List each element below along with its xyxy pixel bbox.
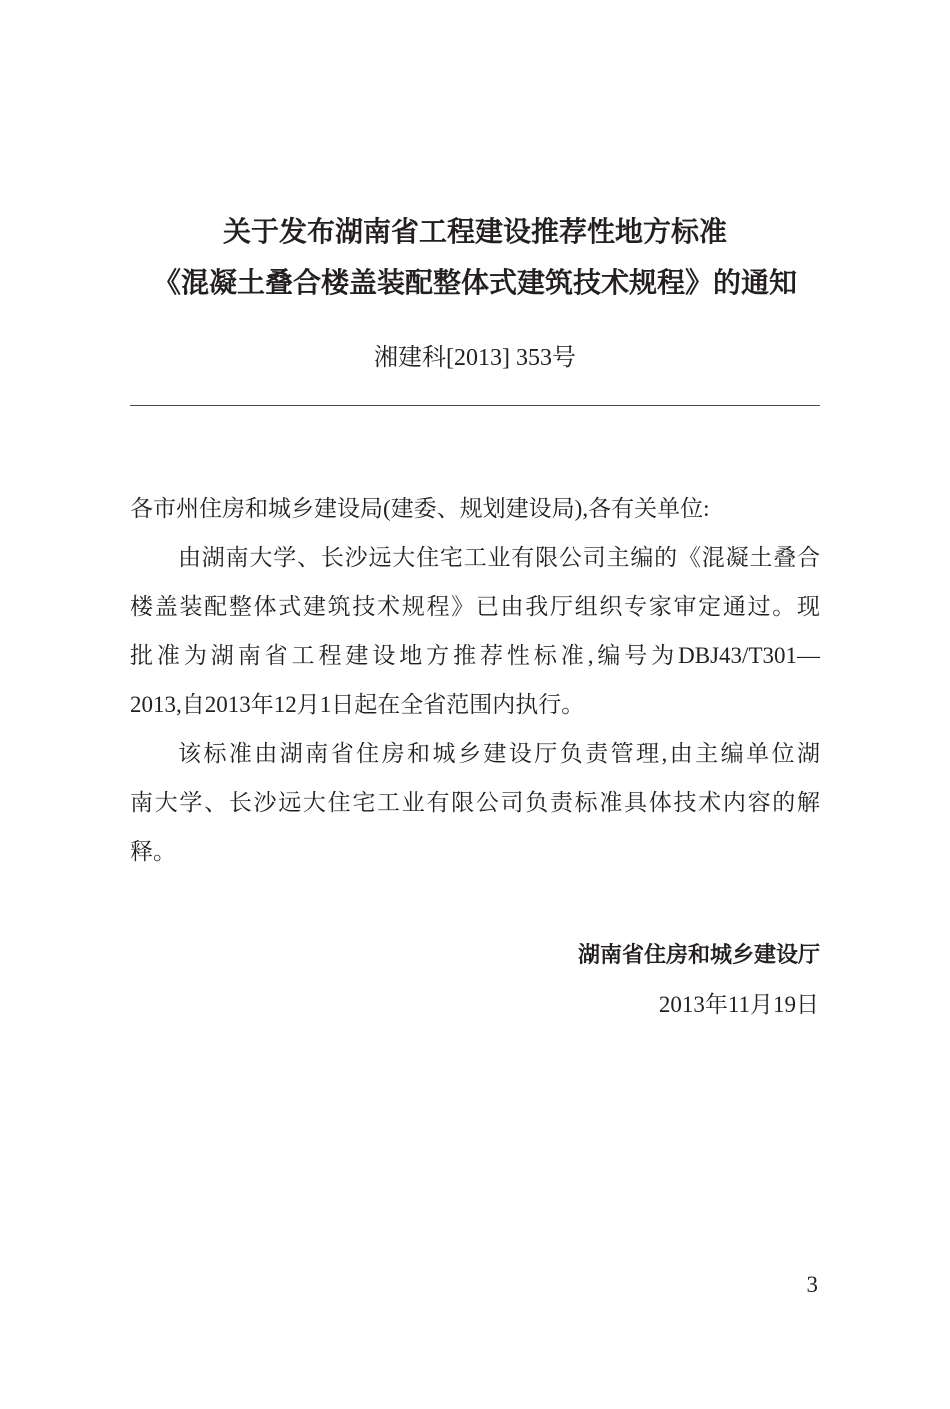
issue-date: 2013年11月19日 (658, 992, 819, 1017)
paragraph-management (130, 729, 820, 876)
paragraph-line: 由湖南大学、长沙远大住宅工业有限公司主编的《混凝土叠合 (178, 545, 820, 570)
notice-body (130, 484, 820, 876)
title-line-2: 《混凝土叠合楼盖装配整体式建筑技术规程》的通知 (152, 267, 797, 298)
document-number: 湘建科[2013] 353号 (374, 345, 576, 371)
paragraph-line: 南大学、长沙远大住宅工业有限公司负责标准具体技术内容的解 (130, 790, 820, 815)
page-number: 3 (806, 1272, 818, 1297)
paragraph-approval (130, 533, 820, 729)
paragraph-line: 楼盖装配整体式建筑技术规程》已由我厅组织专家审定通过。现 (130, 594, 820, 619)
paragraph-line: 2013,自2013年12月1日起在全省范围内执行。 (130, 692, 585, 717)
paragraph-line: 该标准由湖南省住房和城乡建设厅负责管理,由主编单位湖 (178, 741, 820, 766)
issuing-authority: 湖南省住房和城乡建设厅 (577, 942, 820, 967)
header-divider (130, 405, 820, 406)
salutation: 各市州住房和城乡建设局(建委、规划建设局),各有关单位: (130, 496, 710, 521)
paragraph-line: 批准为湖南省工程建设地方推荐性标准,编号为DBJ43/T301— (130, 643, 820, 668)
paragraph-line: 释。 (130, 839, 176, 864)
title-line-1: 关于发布湖南省工程建设推荐性地方标准 (222, 216, 727, 247)
